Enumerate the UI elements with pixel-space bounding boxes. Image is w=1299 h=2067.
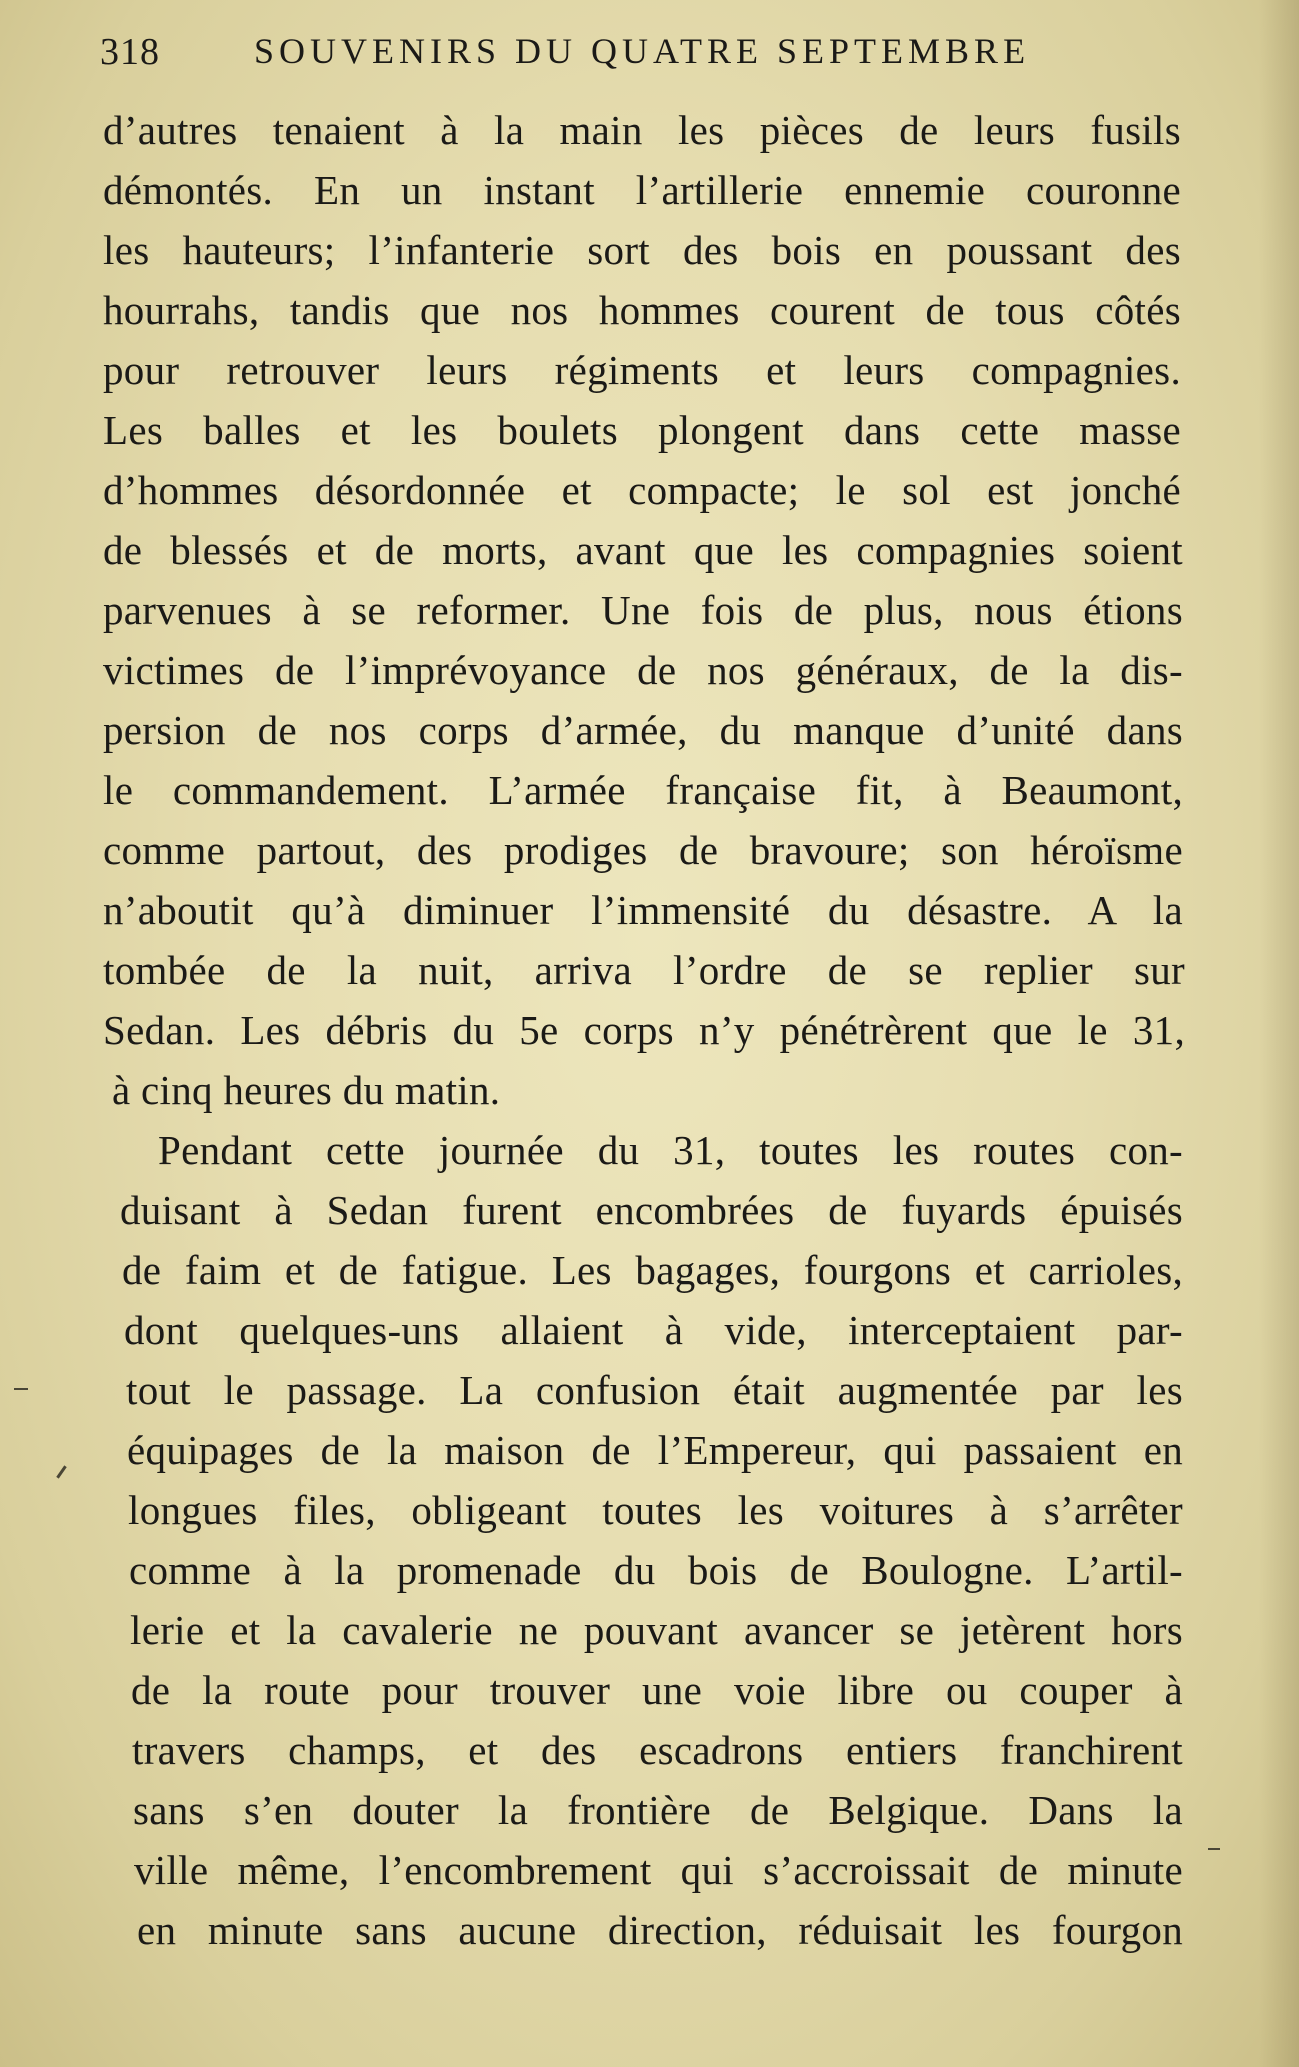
- text-line: Pendant cette journée du 31, toutes les routes con-: [158, 1127, 1183, 1173]
- text-line: longues files, obligeant toutes les voitures à s’arrêter: [128, 1487, 1183, 1533]
- text-line: de la route pour trouver une voie libre ou couper à: [131, 1667, 1183, 1713]
- text-line: persion de nos corps d’armée, du manque d’unité dans: [103, 707, 1183, 753]
- margin-mark: [14, 1388, 28, 1390]
- text-line: Sedan. Les débris du 5e corps n’y pénétrèrent que le 31,: [103, 1007, 1185, 1053]
- text-line: victimes de l’imprévoyance de nos généraux, de la dis-: [103, 647, 1183, 693]
- text-line: n’aboutit qu’à diminuer l’immensité du désastre. A la: [103, 887, 1183, 933]
- text-line: d’autres tenaient à la main les pièces de leurs fusils: [103, 107, 1181, 153]
- text-line: en minute sans aucune direction, réduisait les fourgon: [137, 1907, 1183, 1953]
- text-line: le commandement. L’armée française fit, à Beaumont,: [103, 767, 1183, 813]
- text-line: hourrahs, tandis que nos hommes courent de tous côtés: [103, 287, 1181, 333]
- text-line: comme à la promenade du bois de Boulogne. L’artil-: [129, 1547, 1183, 1593]
- text-line: travers champs, et des escadrons entiers franchirent: [132, 1727, 1183, 1773]
- text-line: lerie et la cavalerie ne pouvant avancer se jetèrent hors: [130, 1607, 1183, 1653]
- text-line: de faim et de fatigue. Les bagages, fourgons et carrioles,: [122, 1247, 1183, 1293]
- text-line: les hauteurs; l’infanterie sort des bois en poussant des: [103, 227, 1181, 273]
- margin-mark: [1208, 1848, 1220, 1850]
- text-line: dont quelques-uns allaient à vide, interceptaient par-: [124, 1307, 1183, 1353]
- text-line: parvenues à se reformer. Une fois de plus, nous étions: [103, 587, 1183, 633]
- page-edge-shadow: [1259, 0, 1299, 2067]
- text-line: tout le passage. La confusion était augmentée par les: [126, 1367, 1183, 1413]
- margin-mark: [56, 1465, 66, 1478]
- text-line: tombée de la nuit, arriva l’ordre de se replier sur: [103, 947, 1185, 993]
- text-line: sans s’en douter la frontière de Belgique. Dans la: [133, 1787, 1183, 1833]
- text-line: duisant à Sedan furent encombrées de fuyards épuisés: [120, 1187, 1183, 1233]
- page-number: 318: [100, 31, 160, 73]
- running-title: SOUVENIRS DU QUATRE SEPTEMBRE: [254, 31, 1031, 71]
- text-line: comme partout, des prodiges de bravoure; son héroïsme: [103, 827, 1183, 873]
- text-line: d’hommes désordonnée et compacte; le sol est jonché: [103, 467, 1181, 513]
- running-head: [100, 26, 1030, 76]
- text-line: ville même, l’encombrement qui s’accroissait de minute: [134, 1847, 1183, 1893]
- text-line: de blessés et de morts, avant que les compagnies soient: [103, 527, 1183, 573]
- text-line: démontés. En un instant l’artillerie ennemie couronne: [103, 167, 1181, 213]
- text-line: équipages de la maison de l’Empereur, qui passaient en: [127, 1427, 1183, 1473]
- text-line: pour retrouver leurs régiments et leurs compagnies.: [103, 347, 1181, 393]
- text-line: à cinq heures du matin.: [112, 1067, 501, 1113]
- text-line: Les balles et les boulets plongent dans cette masse: [103, 407, 1181, 453]
